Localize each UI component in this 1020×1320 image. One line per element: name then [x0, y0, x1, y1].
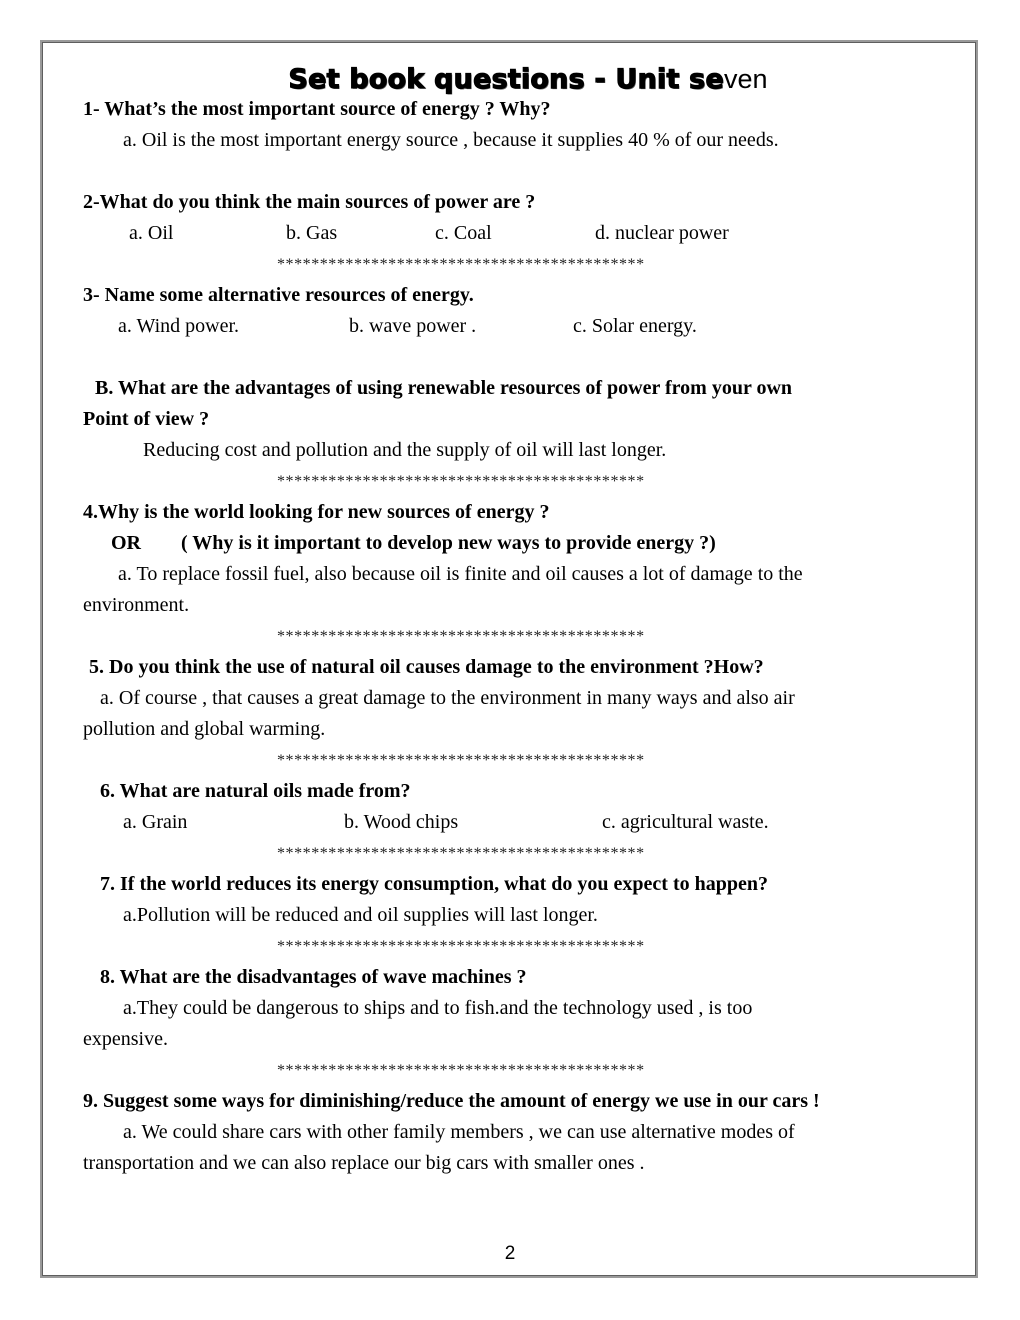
question-8: 8. What are the disadvantages of wave machines ?: [100, 966, 527, 988]
options-2: [83, 218, 963, 249]
question-4-alt-text: ( Why is it important to develop new ways to provide energy ?): [181, 532, 716, 554]
separator: *******************************************: [277, 938, 645, 955]
spacer: [83, 342, 963, 373]
option-b: b. Wood chips: [344, 811, 459, 833]
or-label: OR: [111, 532, 141, 554]
option-c: c. agricultural waste.: [602, 811, 769, 833]
document-body: [83, 64, 963, 1179]
answer-5-line1: a. Of course , that causes a great damage to the environment in many ways and also air: [100, 687, 795, 709]
question-3: 3- Name some alternative resources of energy.: [83, 284, 474, 306]
spacer: [83, 156, 963, 187]
question-4-alt: [83, 528, 963, 559]
options-6: [83, 807, 963, 838]
option-a: a. Oil: [129, 222, 174, 244]
separator: *******************************************: [277, 473, 645, 490]
answer-9-line1: a. We could share cars with other family members , we can use alternative modes of: [123, 1121, 795, 1143]
separator: *******************************************: [277, 845, 645, 862]
question-2: 2-What do you think the main sources of power are ?: [83, 191, 536, 213]
option-b: b. Gas: [286, 222, 338, 244]
answer-9-line2: transportation and we can also replace our big cars with smaller ones .: [83, 1152, 645, 1174]
answer-3b: Reducing cost and pollution and the supply of oil will last longer.: [143, 439, 667, 461]
page-title: Set book questions - Unit seven: [288, 64, 768, 95]
option-d: d. nuclear power: [595, 222, 729, 244]
page-number: 2: [504, 1243, 516, 1264]
separator: *******************************************: [277, 752, 645, 769]
answer-1: a. Oil is the most important energy source , because it supplies 40 % of our needs.: [123, 129, 779, 151]
answer-8-line2: expensive.: [83, 1028, 168, 1050]
answer-4-line1: a. To replace fossil fuel, also because oil is finite and oil causes a lot of damage to the: [118, 563, 803, 585]
answer-5-line2: pollution and global warming.: [83, 718, 326, 740]
question-3b-line2: Point of view ?: [83, 408, 210, 430]
question-5: 5. Do you think the use of natural oil causes damage to the environment ?How?: [89, 656, 764, 678]
options-3: [83, 311, 963, 342]
option-b: b. wave power .: [349, 315, 477, 337]
option-a: a. Wind power.: [118, 315, 240, 337]
separator: *******************************************: [277, 1062, 645, 1079]
answer-7: a.Pollution will be reduced and oil supplies will last longer.: [123, 904, 598, 926]
separator: *******************************************: [277, 628, 645, 645]
answer-8-line1: a.They could be dangerous to ships and to fish.and the technology used , is too: [123, 997, 753, 1019]
separator: *******************************************: [277, 256, 645, 273]
question-4: 4.Why is the world looking for new sources of energy ?: [83, 501, 550, 523]
question-9: 9. Suggest some ways for diminishing/reduce the amount of energy we use in our cars !: [83, 1090, 820, 1112]
option-c: c. Coal: [435, 222, 492, 244]
question-1: 1- What’s the most important source of energy ? Why?: [83, 98, 551, 120]
question-6: 6. What are natural oils made from?: [100, 780, 411, 802]
question-3b-line1: B. What are the advantages of using renewable resources of power from your own: [95, 377, 793, 399]
answer-4-line2: environment.: [83, 594, 190, 616]
option-c: c. Solar energy.: [573, 315, 697, 337]
option-a: a. Grain: [123, 811, 188, 833]
question-7: 7. If the world reduces its energy consumption, what do you expect to happen?: [100, 873, 768, 895]
